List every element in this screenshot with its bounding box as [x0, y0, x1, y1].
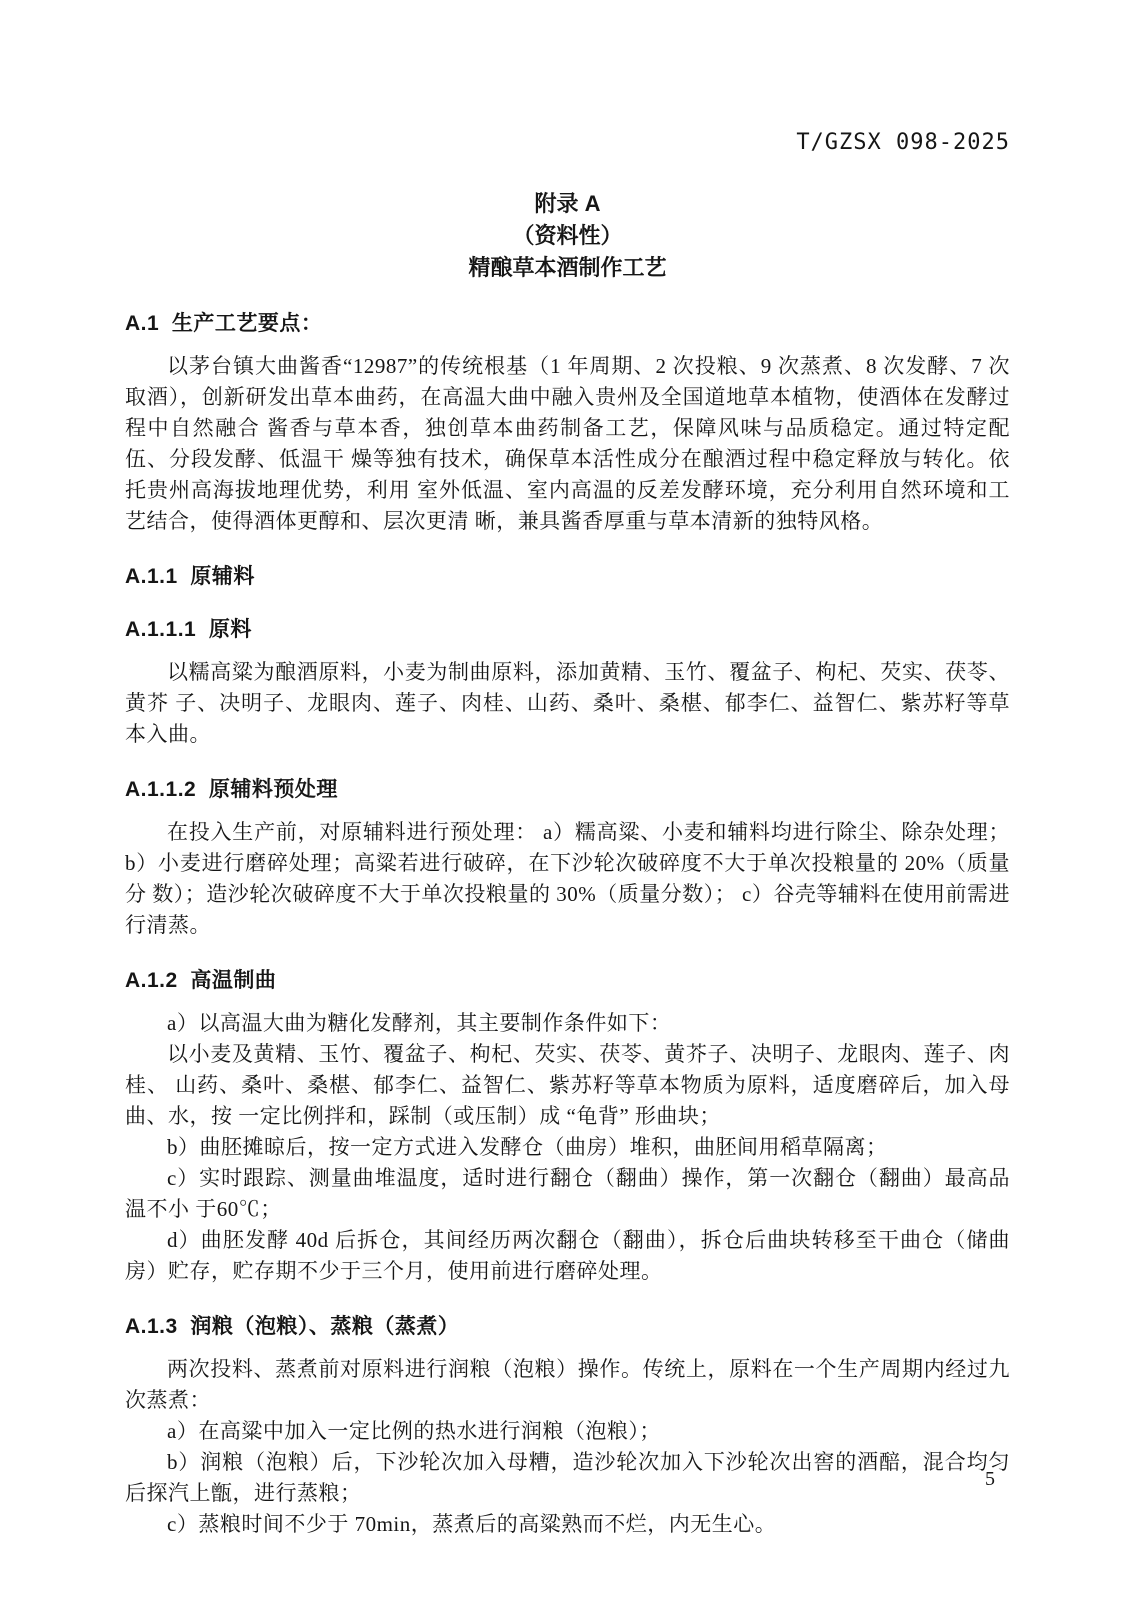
- paragraph-a12-item-d: d）曲胚发酵 40d 后拆仓，其间经历两次翻仓（翻曲），拆仓后曲块转移至干曲仓（储曲房）贮存，贮存期不少于三个月，使用前进行磨碎处理。: [125, 1228, 1010, 1283]
- paragraph-a12-item-a: a）以高温大曲为糖化发酵剂，其主要制作条件如下：: [167, 1011, 672, 1035]
- paragraph-a1-overview: 以茅台镇大曲酱香“12987”的传统根基（1 年周期、2 次投粮、9 次蒸煮、8 次发酵、7 次取酒），创新研发出草本曲药，在高温大曲中融入贵州及全国道地草本植物，使酒体在发酵过程中自然融合 酱香与草本香，独创草本曲药制备工艺，保障风味与品质稳定。通过特定配伍、分段发酵、低温干 燥等独有技术，确保草本活性成分在酿酒过程中稳定释放与转化。依托贵州高海拔地理优势，利用 室外低温、室内高温的反差发酵环境，充分利用自然环境和工艺结合，使得酒体更醇和、层次更清 晰，兼具酱香厚重与草本清新的独特风格。: [125, 354, 1010, 533]
- heading-a112: A.1.1.2 原辅料预处理: [125, 778, 338, 801]
- paragraph-a111-raw-materials: 以糯高粱为酿酒原料，小麦为制曲原料，添加黄精、玉竹、覆盆子、枸杞、芡实、茯苓、黄芥 子、决明子、龙眼肉、莲子、肉桂、山药、桑叶、桑椹、郁李仁、益智仁、紫苏籽等草本入曲。: [125, 660, 1010, 746]
- paragraph-a13-item-c: c）蒸粮时间不少于 70min，蒸煮后的高粱熟而不烂，内无生心。: [167, 1512, 777, 1536]
- paragraph-a12-item-a-detail: 以小麦及黄精、玉竹、覆盆子、枸杞、芡实、茯苓、黄芥子、决明子、龙眼肉、莲子、肉桂、 山药、桑叶、桑椹、郁李仁、益智仁、紫苏籽等草本物质为原料，适度磨碎后，加入母曲、水，按 一定比例拌和，踩制（或压制）成 “龟背” 形曲块；: [125, 1042, 1010, 1128]
- appendix-title-block: [125, 188, 1010, 284]
- standard-number: T/GZSX 098-2025: [796, 130, 1010, 155]
- heading-a11: A.1.1 原辅料: [125, 565, 255, 588]
- heading-a12: A.1.2 高温制曲: [125, 969, 277, 992]
- heading-a1: A.1 生产工艺要点：: [125, 312, 323, 335]
- heading-a111: A.1.1.1 原料: [125, 618, 252, 641]
- paragraph-a13-item-b: b）润粮（泡粮）后，下沙轮次加入母糟，造沙轮次加入下沙轮次出窖的酒醅，混合均匀后探汽上甑，进行蒸粮；: [125, 1450, 1010, 1505]
- paragraph-a13-intro: 两次投料、蒸煮前对原料进行润粮（泡粮）操作。传统上，原料在一个生产周期内经过九次蒸煮：: [125, 1357, 1010, 1412]
- page-number: 5: [985, 1468, 995, 1490]
- paragraph-a12-item-c: c）实时跟踪、测量曲堆温度，适时进行翻仓（翻曲）操作，第一次翻仓（翻曲）最高品温不小 于60℃；: [125, 1166, 1010, 1221]
- paragraph-a13-item-a: a）在高粱中加入一定比例的热水进行润粮（泡粮）；: [167, 1419, 661, 1443]
- paragraph-a112-pretreatment: 在投入生产前，对原辅料进行预处理： a）糯高粱、小麦和辅料均进行除尘、除杂处理； b）小麦进行磨碎处理；高粱若进行破碎，在下沙轮次破碎度不大于单次投粮量的 20%（质量分 数）；造沙轮次破碎度不大于单次投粮量的 30%（质量分数）； c）谷壳等辅料在使用前需进行清蒸。: [125, 820, 1016, 937]
- document-header: [125, 130, 1010, 156]
- appendix-label: 附录 A: [534, 191, 601, 216]
- appendix-normative-note: （资料性）: [512, 223, 623, 248]
- appendix-title: 精酿草本酒制作工艺: [468, 255, 667, 280]
- heading-a13: A.1.3 润粮（泡粮）、蒸粮（蒸煮）: [125, 1315, 460, 1338]
- paragraph-a12-item-b: b）曲胚摊晾后，按一定方式进入发酵仓（曲房）堆积，曲胚间用稻草隔离；: [167, 1135, 888, 1159]
